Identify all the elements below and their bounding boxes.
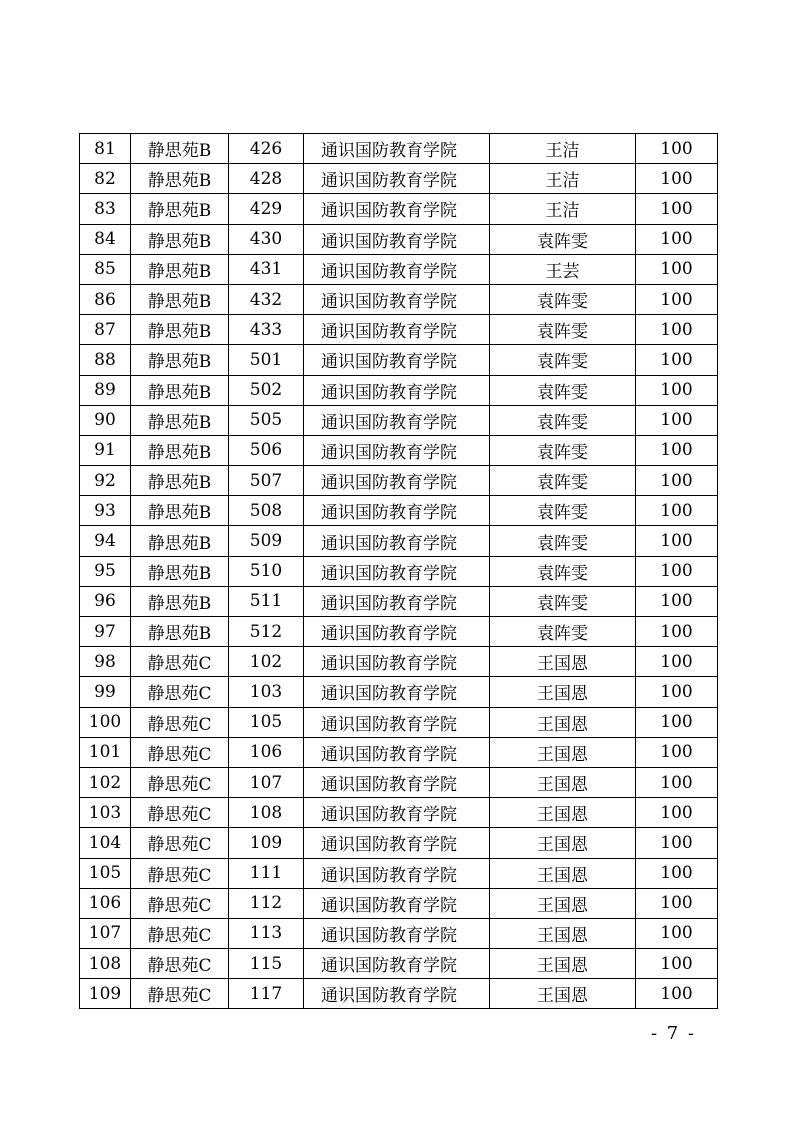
score-cell: 100 xyxy=(636,224,718,254)
counselor-cell: 袁阵雯 xyxy=(490,284,636,314)
score-cell: 100 xyxy=(636,134,718,164)
row-index-cell: 108 xyxy=(80,949,131,979)
row-index-cell: 103 xyxy=(80,798,131,828)
room-cell: 501 xyxy=(229,345,304,375)
row-index-cell: 95 xyxy=(80,556,131,586)
college-cell: 通识国防教育学院 xyxy=(304,435,490,465)
room-cell: 111 xyxy=(229,858,304,888)
building-cell: 静思苑C xyxy=(131,949,229,979)
row-index-cell: 82 xyxy=(80,164,131,194)
room-cell: 432 xyxy=(229,284,304,314)
counselor-cell: 袁阵雯 xyxy=(490,526,636,556)
row-index-cell: 87 xyxy=(80,315,131,345)
row-index-cell: 105 xyxy=(80,858,131,888)
dormitory-score-table xyxy=(79,133,718,1009)
building-cell: 静思苑C xyxy=(131,798,229,828)
college-cell: 通识国防教育学院 xyxy=(304,647,490,677)
building-cell: 静思苑B xyxy=(131,435,229,465)
room-cell: 102 xyxy=(229,647,304,677)
college-cell: 通识国防教育学院 xyxy=(304,617,490,647)
college-cell: 通识国防教育学院 xyxy=(304,586,490,616)
college-cell: 通识国防教育学院 xyxy=(304,284,490,314)
table-row xyxy=(80,254,718,284)
table-row xyxy=(80,949,718,979)
counselor-cell: 王国恩 xyxy=(490,979,636,1009)
score-cell: 100 xyxy=(636,918,718,948)
room-cell: 113 xyxy=(229,918,304,948)
building-cell: 静思苑B xyxy=(131,254,229,284)
table-row xyxy=(80,526,718,556)
building-cell: 静思苑C xyxy=(131,828,229,858)
college-cell: 通识国防教育学院 xyxy=(304,707,490,737)
room-cell: 112 xyxy=(229,888,304,918)
building-cell: 静思苑B xyxy=(131,164,229,194)
row-index-cell: 83 xyxy=(80,194,131,224)
counselor-cell: 王国恩 xyxy=(490,737,636,767)
score-cell: 100 xyxy=(636,586,718,616)
room-cell: 115 xyxy=(229,949,304,979)
score-cell: 100 xyxy=(636,435,718,465)
college-cell: 通识国防教育学院 xyxy=(304,798,490,828)
score-cell: 100 xyxy=(636,888,718,918)
college-cell: 通识国防教育学院 xyxy=(304,677,490,707)
row-index-cell: 104 xyxy=(80,828,131,858)
college-cell: 通识国防教育学院 xyxy=(304,979,490,1009)
counselor-cell: 王国恩 xyxy=(490,767,636,797)
score-cell: 100 xyxy=(636,375,718,405)
score-cell: 100 xyxy=(636,466,718,496)
room-cell: 107 xyxy=(229,767,304,797)
table-row xyxy=(80,979,718,1009)
row-index-cell: 100 xyxy=(80,707,131,737)
score-cell: 100 xyxy=(636,164,718,194)
row-index-cell: 107 xyxy=(80,918,131,948)
college-cell: 通识国防教育学院 xyxy=(304,858,490,888)
row-index-cell: 86 xyxy=(80,284,131,314)
score-cell: 100 xyxy=(636,979,718,1009)
row-index-cell: 101 xyxy=(80,737,131,767)
room-cell: 508 xyxy=(229,496,304,526)
table-row xyxy=(80,375,718,405)
room-cell: 429 xyxy=(229,194,304,224)
table-row xyxy=(80,798,718,828)
row-index-cell: 90 xyxy=(80,405,131,435)
score-cell: 100 xyxy=(636,767,718,797)
score-cell: 100 xyxy=(636,526,718,556)
score-cell: 100 xyxy=(636,556,718,586)
counselor-cell: 王洁 xyxy=(490,164,636,194)
dormitory-score-table-container xyxy=(79,133,717,1009)
row-index-cell: 96 xyxy=(80,586,131,616)
counselor-cell: 王国恩 xyxy=(490,858,636,888)
college-cell: 通识国防教育学院 xyxy=(304,254,490,284)
room-cell: 108 xyxy=(229,798,304,828)
score-cell: 100 xyxy=(636,496,718,526)
row-index-cell: 94 xyxy=(80,526,131,556)
score-cell: 100 xyxy=(636,949,718,979)
page-number: - 7 - xyxy=(650,1023,696,1044)
building-cell: 静思苑B xyxy=(131,466,229,496)
counselor-cell: 王国恩 xyxy=(490,918,636,948)
room-cell: 103 xyxy=(229,677,304,707)
table-row xyxy=(80,707,718,737)
score-cell: 100 xyxy=(636,858,718,888)
counselor-cell: 王国恩 xyxy=(490,647,636,677)
room-cell: 106 xyxy=(229,737,304,767)
college-cell: 通识国防教育学院 xyxy=(304,134,490,164)
building-cell: 静思苑C xyxy=(131,707,229,737)
row-index-cell: 102 xyxy=(80,767,131,797)
row-index-cell: 99 xyxy=(80,677,131,707)
counselor-cell: 王国恩 xyxy=(490,888,636,918)
building-cell: 静思苑B xyxy=(131,224,229,254)
score-cell: 100 xyxy=(636,737,718,767)
table-row xyxy=(80,315,718,345)
row-index-cell: 106 xyxy=(80,888,131,918)
college-cell: 通识国防教育学院 xyxy=(304,405,490,435)
score-cell: 100 xyxy=(636,707,718,737)
score-cell: 100 xyxy=(636,828,718,858)
table-row xyxy=(80,435,718,465)
building-cell: 静思苑C xyxy=(131,979,229,1009)
counselor-cell: 袁阵雯 xyxy=(490,586,636,616)
counselor-cell: 袁阵雯 xyxy=(490,466,636,496)
table-row xyxy=(80,194,718,224)
room-cell: 511 xyxy=(229,586,304,616)
room-cell: 510 xyxy=(229,556,304,586)
college-cell: 通识国防教育学院 xyxy=(304,345,490,375)
building-cell: 静思苑B xyxy=(131,496,229,526)
college-cell: 通识国防教育学院 xyxy=(304,949,490,979)
score-cell: 100 xyxy=(636,254,718,284)
building-cell: 静思苑C xyxy=(131,888,229,918)
room-cell: 505 xyxy=(229,405,304,435)
college-cell: 通识国防教育学院 xyxy=(304,556,490,586)
building-cell: 静思苑B xyxy=(131,586,229,616)
counselor-cell: 王国恩 xyxy=(490,677,636,707)
counselor-cell: 王国恩 xyxy=(490,949,636,979)
room-cell: 105 xyxy=(229,707,304,737)
row-index-cell: 92 xyxy=(80,466,131,496)
table-row xyxy=(80,828,718,858)
row-index-cell: 98 xyxy=(80,647,131,677)
score-cell: 100 xyxy=(636,798,718,828)
table-row xyxy=(80,284,718,314)
room-cell: 430 xyxy=(229,224,304,254)
room-cell: 502 xyxy=(229,375,304,405)
table-row xyxy=(80,466,718,496)
college-cell: 通识国防教育学院 xyxy=(304,315,490,345)
building-cell: 静思苑C xyxy=(131,858,229,888)
building-cell: 静思苑B xyxy=(131,134,229,164)
table-row xyxy=(80,858,718,888)
counselor-cell: 王国恩 xyxy=(490,798,636,828)
table-row xyxy=(80,164,718,194)
score-cell: 100 xyxy=(636,617,718,647)
counselor-cell: 袁阵雯 xyxy=(490,556,636,586)
college-cell: 通识国防教育学院 xyxy=(304,224,490,254)
room-cell: 507 xyxy=(229,466,304,496)
building-cell: 静思苑B xyxy=(131,405,229,435)
counselor-cell: 王芸 xyxy=(490,254,636,284)
table-body xyxy=(80,134,718,1009)
room-cell: 426 xyxy=(229,134,304,164)
row-index-cell: 85 xyxy=(80,254,131,284)
table-row xyxy=(80,345,718,375)
table-row xyxy=(80,888,718,918)
table-row xyxy=(80,556,718,586)
college-cell: 通识国防教育学院 xyxy=(304,888,490,918)
college-cell: 通识国防教育学院 xyxy=(304,918,490,948)
counselor-cell: 袁阵雯 xyxy=(490,405,636,435)
row-index-cell: 91 xyxy=(80,435,131,465)
score-cell: 100 xyxy=(636,194,718,224)
building-cell: 静思苑C xyxy=(131,737,229,767)
row-index-cell: 93 xyxy=(80,496,131,526)
counselor-cell: 袁阵雯 xyxy=(490,315,636,345)
counselor-cell: 袁阵雯 xyxy=(490,617,636,647)
building-cell: 静思苑C xyxy=(131,918,229,948)
building-cell: 静思苑B xyxy=(131,617,229,647)
building-cell: 静思苑C xyxy=(131,647,229,677)
counselor-cell: 袁阵雯 xyxy=(490,224,636,254)
college-cell: 通识国防教育学院 xyxy=(304,526,490,556)
counselor-cell: 王洁 xyxy=(490,194,636,224)
room-cell: 512 xyxy=(229,617,304,647)
room-cell: 117 xyxy=(229,979,304,1009)
room-cell: 433 xyxy=(229,315,304,345)
building-cell: 静思苑B xyxy=(131,556,229,586)
building-cell: 静思苑C xyxy=(131,677,229,707)
table-row xyxy=(80,918,718,948)
counselor-cell: 王国恩 xyxy=(490,828,636,858)
college-cell: 通识国防教育学院 xyxy=(304,194,490,224)
row-index-cell: 89 xyxy=(80,375,131,405)
building-cell: 静思苑B xyxy=(131,526,229,556)
building-cell: 静思苑B xyxy=(131,194,229,224)
table-row xyxy=(80,737,718,767)
table-row xyxy=(80,767,718,797)
college-cell: 通识国防教育学院 xyxy=(304,466,490,496)
college-cell: 通识国防教育学院 xyxy=(304,828,490,858)
building-cell: 静思苑B xyxy=(131,375,229,405)
score-cell: 100 xyxy=(636,284,718,314)
counselor-cell: 王洁 xyxy=(490,134,636,164)
score-cell: 100 xyxy=(636,647,718,677)
college-cell: 通识国防教育学院 xyxy=(304,767,490,797)
table-row xyxy=(80,496,718,526)
college-cell: 通识国防教育学院 xyxy=(304,375,490,405)
room-cell: 109 xyxy=(229,828,304,858)
score-cell: 100 xyxy=(636,345,718,375)
college-cell: 通识国防教育学院 xyxy=(304,737,490,767)
row-index-cell: 97 xyxy=(80,617,131,647)
table-row xyxy=(80,405,718,435)
building-cell: 静思苑B xyxy=(131,315,229,345)
row-index-cell: 109 xyxy=(80,979,131,1009)
score-cell: 100 xyxy=(636,677,718,707)
table-row xyxy=(80,677,718,707)
building-cell: 静思苑C xyxy=(131,767,229,797)
building-cell: 静思苑B xyxy=(131,345,229,375)
table-row xyxy=(80,224,718,254)
table-row xyxy=(80,647,718,677)
row-index-cell: 88 xyxy=(80,345,131,375)
college-cell: 通识国防教育学院 xyxy=(304,164,490,194)
building-cell: 静思苑B xyxy=(131,284,229,314)
score-cell: 100 xyxy=(636,315,718,345)
counselor-cell: 袁阵雯 xyxy=(490,435,636,465)
room-cell: 509 xyxy=(229,526,304,556)
row-index-cell: 81 xyxy=(80,134,131,164)
score-cell: 100 xyxy=(636,405,718,435)
room-cell: 428 xyxy=(229,164,304,194)
row-index-cell: 84 xyxy=(80,224,131,254)
table-row xyxy=(80,586,718,616)
college-cell: 通识国防教育学院 xyxy=(304,496,490,526)
table-row xyxy=(80,134,718,164)
counselor-cell: 袁阵雯 xyxy=(490,496,636,526)
room-cell: 506 xyxy=(229,435,304,465)
counselor-cell: 袁阵雯 xyxy=(490,375,636,405)
room-cell: 431 xyxy=(229,254,304,284)
table-row xyxy=(80,617,718,647)
counselor-cell: 王国恩 xyxy=(490,707,636,737)
counselor-cell: 袁阵雯 xyxy=(490,345,636,375)
